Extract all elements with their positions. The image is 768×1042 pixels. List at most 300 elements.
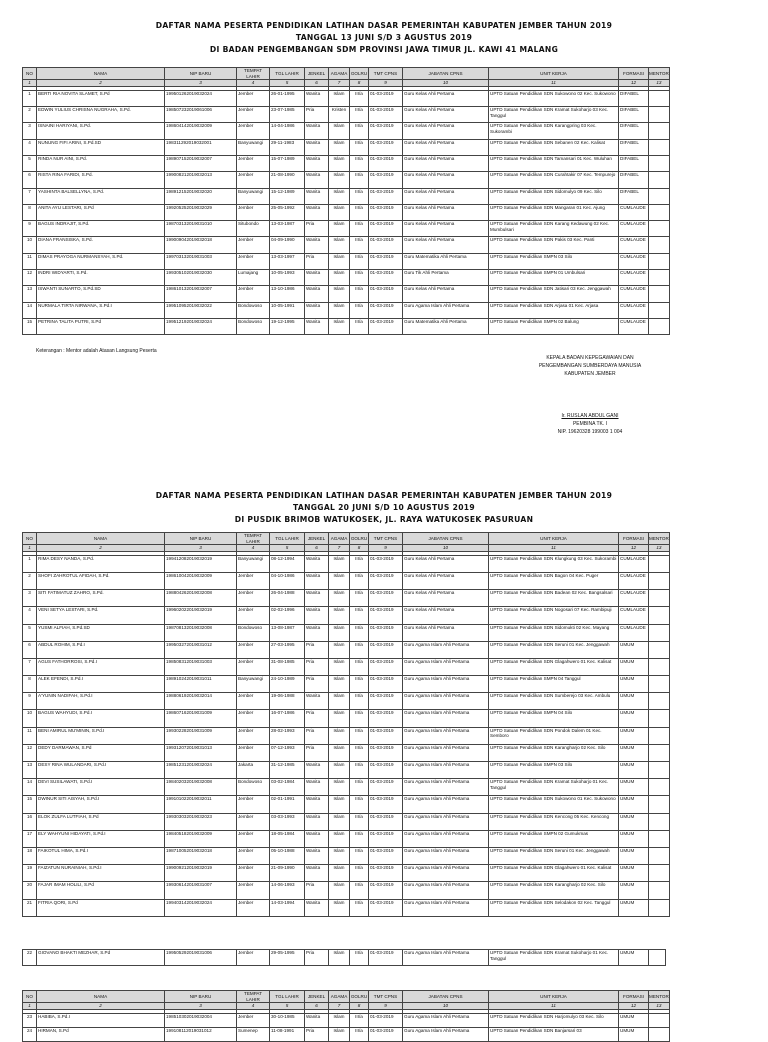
column-header: JENKEL: [305, 991, 329, 1003]
table-cell: 198610132019032007: [165, 286, 237, 302]
column-header: NO: [23, 991, 37, 1003]
table-cell: 199503272019031012: [165, 641, 237, 658]
table-cell: Islam: [329, 1013, 350, 1027]
table-cell: [649, 796, 670, 813]
table-row: [23, 172, 670, 188]
column-header: NO: [23, 533, 37, 545]
table-cell: 10: [23, 237, 37, 253]
table-cell: Wanita: [305, 865, 329, 882]
table-cell: UPTD Satuan Pendidikan SDN Harjomulyo 03 Kec. Silo: [489, 1013, 619, 1027]
table-cell: UPTD Satuan Pendidikan SMPN 03 Silo: [489, 253, 619, 269]
table-cell: Pria: [305, 744, 329, 761]
table-cell: 198507232019061006: [165, 107, 237, 123]
table-cell: III/a: [350, 762, 369, 779]
table-row: [23, 693, 670, 710]
table-cell: AGUS FATHORROSI, S.Pd.I: [37, 658, 165, 675]
table-cell: 198402032019032008: [165, 779, 237, 796]
table-cell: UPTD Satuan Pendidikan SDN Sidomukti 02 Kec. Mayang: [489, 624, 619, 641]
column-number: 3: [165, 545, 237, 552]
table-cell: ELOK ZULFA LUTFIAH, S.Pd: [37, 813, 165, 830]
table-cell: FAIKOTUL HIMA, S.Pd.I: [37, 847, 165, 864]
table-cell: 01-03-2019: [369, 813, 403, 830]
column-header: JABATAN CPNS: [403, 68, 489, 80]
table-cell: 13-10-1986: [270, 286, 305, 302]
column-header: NAMA: [37, 991, 165, 1003]
title-1-line-1: DAFTAR NAMA PESERTA PENDIDIKAN LATIHAN DASAR PEMERINTAH KABUPATEN JEMBER TAHUN 2019: [155, 21, 613, 30]
table-cell: III/a: [350, 237, 369, 253]
table-cell: UPTD Satuan Pendidikan SDN Tamansari 01 Kec. Wuluhan: [489, 155, 619, 171]
table-cell: [649, 710, 670, 727]
column-number: 7: [329, 1003, 350, 1010]
column-header: UNIT KERJA: [489, 68, 619, 80]
table-cell: 01-03-2019: [369, 641, 403, 658]
table-cell: Islam: [329, 676, 350, 693]
table-cell: 14: [23, 779, 37, 796]
table-cell: UPTD Satuan Pendidikan SDN Mangaran 01 Kec. Ajung: [489, 204, 619, 220]
table-cell: 18: [23, 847, 37, 864]
table-cell: Wanita: [305, 237, 329, 253]
table-cell: 198910242019031011: [165, 676, 237, 693]
table-cell: DEVI SUSILAWATI, S.Pd.I: [37, 779, 165, 796]
table-cell: 8: [23, 204, 37, 220]
table-cell: Jember: [237, 693, 270, 710]
table-cell: Jember: [237, 286, 270, 302]
table-cell: 02-01-1991: [270, 796, 305, 813]
table-cell: Islam: [329, 139, 350, 155]
table-row: [23, 727, 670, 744]
table-cell: 5: [23, 155, 37, 171]
table-cell: Guru Kelas Ahli Pertama: [403, 572, 489, 589]
column-header: TEMPAT LAHIR: [237, 533, 270, 545]
table-cell: 14-03-1994: [270, 899, 305, 916]
table-cell: UMUM: [619, 658, 649, 675]
table-cell: 24: [23, 1027, 37, 1041]
table-cell: Islam: [329, 727, 350, 744]
table-cell: III/a: [350, 693, 369, 710]
table-cell: 01-03-2019: [369, 123, 403, 139]
table-cell: III/a: [350, 572, 369, 589]
table-cell: UPTD Satuan Pendidikan SDN Klungkung 03 Kec. Sukorambi: [489, 555, 619, 572]
table-cell: Guru Agama Islam Ahli Pertama: [403, 762, 489, 779]
table-cell: Jember: [237, 710, 270, 727]
table-cell: Islam: [329, 796, 350, 813]
table-cell: [649, 813, 670, 830]
sig-name: Ir. RUSLAN ABDUL GANI: [561, 413, 619, 419]
table-cell: [649, 188, 670, 204]
table-cell: CUMLAUDE: [619, 270, 649, 286]
table-cell: [649, 607, 670, 624]
table-cell: ISNAINI HARIYANI, S.Pd.: [37, 123, 165, 139]
table-cell: [649, 624, 670, 641]
table-cell: 10-05-1993: [270, 270, 305, 286]
table-cell: [649, 123, 670, 139]
table-cell: Pria: [305, 950, 329, 966]
table-cell: 23: [23, 1013, 37, 1027]
table-cell: 01-03-2019: [369, 253, 403, 269]
table-row: [23, 710, 670, 727]
table-cell: [649, 155, 670, 171]
table-cell: NUNUNG FIFI ARINI, S.Pd.SD: [37, 139, 165, 155]
table-row: [23, 253, 670, 269]
table-cell: 6: [23, 641, 37, 658]
table-cell: Guru Kelas Ahli Pertama: [403, 172, 489, 188]
table-cell: 199305102019032030: [165, 270, 237, 286]
table-cell: Guru Agama Islam Ahli Pertama: [403, 950, 489, 966]
table-cell: Wanita: [305, 607, 329, 624]
table-cell: 04-09-1990: [270, 237, 305, 253]
table-cell: 01-03-2019: [369, 796, 403, 813]
table-cell: Guru Kelas Ahli Pertama: [403, 139, 489, 155]
table-cell: III/a: [350, 744, 369, 761]
table-cell: UMUM: [619, 693, 649, 710]
table-cell: VENI SETYA LESTARI, S.Pd.: [37, 607, 165, 624]
table-cell: FAJAR IMAM HOLILI, S.Pd: [37, 882, 165, 899]
table-cell: III/a: [350, 286, 369, 302]
table-cell: Jember: [237, 658, 270, 675]
column-number: 10: [403, 80, 489, 87]
table-cell: 199510952019032022: [165, 302, 237, 318]
table-cell: [649, 882, 670, 899]
table-cell: UPTD Satuan Pendidikan SDN Kramat Sukoharjo 01 Kec. Tanggul: [489, 950, 619, 966]
column-number: 9: [369, 1003, 403, 1010]
table-cell: UPTD Satuan Pendidikan SDN Karangharjo 02 Kec. Silo: [489, 882, 619, 899]
table-cell: Wanita: [305, 693, 329, 710]
table-cell: Wanita: [305, 1013, 329, 1027]
table-cell: Jember: [237, 572, 270, 589]
table-cell: CUMLAUDE: [619, 204, 649, 220]
table-cell: Islam: [329, 779, 350, 796]
column-header: GOLRU: [350, 991, 369, 1003]
title-2-line-2: TANGGAL 20 JUNI S/D 10 AGUSTUS 2019: [293, 503, 475, 512]
table-cell: DIFABEL: [619, 90, 649, 106]
table-row: [23, 188, 670, 204]
table-cell: 198907152019032007: [165, 155, 237, 171]
table-cell: Jember: [237, 796, 270, 813]
table-cell: 198804262019032008: [165, 590, 237, 607]
table-cell: 01-03-2019: [369, 555, 403, 572]
table-cell: CUMLAUDE: [619, 624, 649, 641]
table-cell: III/a: [350, 253, 369, 269]
table-cell: 12: [23, 270, 37, 286]
table-cell: UPTD Satuan Pendidikan SDN Seruni 01 Kec. Jenggawah: [489, 641, 619, 658]
column-header: NIP BARU: [165, 68, 237, 80]
table-cell: Bondowoso: [237, 302, 270, 318]
table-cell: [649, 1027, 670, 1041]
table-row: [23, 762, 670, 779]
table-cell: DEDY DARMAWAN, S.Pd: [37, 744, 165, 761]
table-cell: 199403142019032024: [165, 899, 237, 916]
table-cell: III/a: [350, 1013, 369, 1027]
table-cell: 4: [23, 139, 37, 155]
table-row: [23, 882, 670, 899]
table-cell: III/a: [350, 555, 369, 572]
table-cell: [649, 204, 670, 220]
table-cell: UMUM: [619, 847, 649, 864]
table-cell: 199101022019032011: [165, 796, 237, 813]
table-cell: Pria: [305, 727, 329, 744]
column-number: 8: [350, 80, 369, 87]
table-cell: Wanita: [305, 572, 329, 589]
table-cell: CUMLAUDE: [619, 253, 649, 269]
table-cell: Jember: [237, 253, 270, 269]
table-cell: Guru Kelas Ahli Pertama: [403, 123, 489, 139]
table-cell: III/a: [350, 188, 369, 204]
table-cell: Guru Kelas Ahli Pertama: [403, 624, 489, 641]
table-cell: 14: [23, 302, 37, 318]
table-row: [23, 237, 670, 253]
table-cell: 199008212019032013: [165, 172, 237, 188]
sig-nip: NIP. 19620328 199003 1 004: [557, 429, 623, 435]
table-cell: Guru Agama Islam Ahli Pertama: [403, 658, 489, 675]
table-cell: Wanita: [305, 318, 329, 334]
table-cell: BENI AMIRUL MU'MININ, S.Pd.I: [37, 727, 165, 744]
table-cell: UMUM: [619, 882, 649, 899]
table-cell: DIFABEL: [619, 107, 649, 123]
column-number: 4: [237, 545, 270, 552]
column-header: MENTOR: [649, 68, 670, 80]
table-cell: Islam: [329, 555, 350, 572]
table-cell: UPTD Satuan Pendidikan SDN Glagahwero 01 Kec. Kalisat: [489, 658, 619, 675]
table-cell: [649, 676, 670, 693]
table-row: [23, 139, 670, 155]
table-cell: Guru Kelas Ahli Pertama: [403, 188, 489, 204]
column-number: 8: [350, 545, 369, 552]
table-cell: 01-03-2019: [369, 658, 403, 675]
table-cell: Guru Agama Islam Ahli Pertama: [403, 813, 489, 830]
table-cell: UPTD Satuan Pendidikan SDN Kramat Sukoharjo 03 Kec. Tanggul: [489, 107, 619, 123]
column-number: 11: [489, 545, 619, 552]
table-row: [23, 744, 670, 761]
table-cell: Jember: [237, 237, 270, 253]
table-cell: 199602022019032019: [165, 607, 237, 624]
table-cell: 01-03-2019: [369, 590, 403, 607]
table-cell: Guru Agama Islam Ahli Pertama: [403, 641, 489, 658]
table-cell: Wanita: [305, 762, 329, 779]
table-cell: Jember: [237, 90, 270, 106]
table-cell: Jember: [237, 847, 270, 864]
table-cell: 11-08-1991: [270, 1027, 305, 1041]
table-cell: [649, 762, 670, 779]
table-cell: 198703132019031010: [165, 221, 237, 237]
table-cell: Wanita: [305, 830, 329, 847]
table-cell: [649, 830, 670, 847]
table-cell: DIFABEL: [619, 188, 649, 204]
table-cell: 19-06-1988: [270, 693, 305, 710]
table-cell: 4: [23, 607, 37, 624]
table-cell: 13: [23, 286, 37, 302]
table-cell: [649, 899, 670, 916]
table-cell: [649, 744, 670, 761]
table-cell: DWINUR SITI AISYAH, S.Pd.I: [37, 796, 165, 813]
participant-table-1: [22, 67, 670, 335]
table-cell: III/a: [350, 624, 369, 641]
table-cell: Wanita: [305, 899, 329, 916]
table-cell: Islam: [329, 572, 350, 589]
column-header: GOLRU: [350, 68, 369, 80]
table-cell: HIRMAN, S.Pd: [37, 1027, 165, 1041]
table-cell: Islam: [329, 155, 350, 171]
table-cell: 01-03-2019: [369, 188, 403, 204]
table-cell: III/a: [350, 727, 369, 744]
table-cell: 11: [23, 727, 37, 744]
table-cell: UMUM: [619, 899, 649, 916]
table-row: [23, 204, 670, 220]
table-cell: Kristen: [329, 107, 350, 123]
table-row: [23, 302, 670, 318]
table-cell: Islam: [329, 641, 350, 658]
table-cell: 01-03-2019: [369, 676, 403, 693]
table-cell: Jember: [237, 950, 270, 966]
table-cell: 10-05-1991: [270, 302, 305, 318]
column-header: MENTOR: [649, 533, 670, 545]
table-cell: 01-03-2019: [369, 779, 403, 796]
column-header: MENTOR: [649, 991, 670, 1003]
table-cell: Banyuwangi: [237, 139, 270, 155]
table-cell: 28-02-1993: [270, 727, 305, 744]
table-cell: DIFABEL: [619, 139, 649, 155]
table-cell: 21: [23, 899, 37, 916]
table-row: [23, 796, 670, 813]
table-cell: [649, 572, 670, 589]
table-cell: UMUM: [619, 676, 649, 693]
table-row: [23, 1027, 670, 1041]
table-cell: 22: [23, 950, 37, 966]
column-number: 12: [619, 545, 649, 552]
table-cell: Islam: [329, 762, 350, 779]
column-number: 5: [270, 545, 305, 552]
table-cell: CUMLAUDE: [619, 221, 649, 237]
table-cell: 14-06-1993: [270, 882, 305, 899]
table-cell: Pria: [305, 221, 329, 237]
table-row: [23, 676, 670, 693]
table-cell: RINDA NUR AINI, S.Pd.: [37, 155, 165, 171]
column-number: 12: [619, 80, 649, 87]
table-cell: III/a: [350, 155, 369, 171]
table-cell: III/a: [350, 607, 369, 624]
table-cell: III/a: [350, 1027, 369, 1041]
table-cell: Wanita: [305, 188, 329, 204]
table-cell: Guru Kelas Ahli Pertama: [403, 237, 489, 253]
table-cell: Wanita: [305, 847, 329, 864]
table-cell: Islam: [329, 813, 350, 830]
table-cell: DIFABEL: [619, 123, 649, 139]
column-header: NIP BARU: [165, 991, 237, 1003]
table-cell: Bondowoso: [237, 318, 270, 334]
table-cell: Islam: [329, 847, 350, 864]
table-cell: UMUM: [619, 950, 649, 966]
table-cell: Guru Agama Islam Ahli Pertama: [403, 796, 489, 813]
column-number: 5: [270, 80, 305, 87]
table-cell: UPTD Satuan Pendidikan SDN Sukowono 02 Kec. Sukowono: [489, 90, 619, 106]
table-cell: Wanita: [305, 302, 329, 318]
column-header: FORMASI: [619, 991, 649, 1003]
table-cell: III/a: [350, 676, 369, 693]
table-cell: Guru Kelas Ahli Pertama: [403, 107, 489, 123]
signature-block: [480, 354, 700, 436]
table-cell: DIFABEL: [619, 155, 649, 171]
table-cell: III/a: [350, 813, 369, 830]
table-cell: [649, 1013, 670, 1027]
table-cell: 01-03-2019: [369, 607, 403, 624]
table-cell: Islam: [329, 302, 350, 318]
title-2-line-1: DAFTAR NAMA PESERTA PENDIDIKAN LATIHAN DASAR PEMERINTAH KABUPATEN JEMBER TAHUN 2019: [155, 491, 613, 500]
table-cell: FITRIA QORI, S.Pd: [37, 899, 165, 916]
table-cell: 19: [23, 865, 37, 882]
table-cell: UMUM: [619, 830, 649, 847]
column-header: JENKEL: [305, 68, 329, 80]
table-cell: UPTD Satuan Pendidikan SDN Sidomulyo 09 Kec. Silo: [489, 188, 619, 204]
table-cell: 198512312019032024: [165, 762, 237, 779]
table-cell: 03-03-1993: [270, 813, 305, 830]
table-cell: Islam: [329, 221, 350, 237]
participant-table-4: [22, 990, 670, 1042]
table-cell: 23-07-1985: [270, 107, 305, 123]
table-cell: YUSMI ALFIAH, S.Pd.SD: [37, 624, 165, 641]
table-cell: BAGUS WAHYUDI, S.Pd.I: [37, 710, 165, 727]
table-cell: Wanita: [305, 590, 329, 607]
table-cell: Guru Agama Islam Ahli Pertama: [403, 676, 489, 693]
table-cell: Jember: [237, 107, 270, 123]
table-cell: Islam: [329, 830, 350, 847]
table-cell: UPTD Satuan Pendidikan SDN Nogosari 07 Kec. Rambipuji: [489, 607, 619, 624]
table-cell: Situbondo: [237, 221, 270, 237]
table-cell: Guru Agama Islam Ahli Pertama: [403, 847, 489, 864]
table-cell: Wanita: [305, 139, 329, 155]
table-cell: [649, 693, 670, 710]
table-cell: 10: [23, 710, 37, 727]
table-cell: CUMLAUDE: [619, 237, 649, 253]
table-cell: Jember: [237, 1013, 270, 1027]
table-cell: [649, 641, 670, 658]
table-cell: 9: [23, 693, 37, 710]
table-cell: Wanita: [305, 172, 329, 188]
table-cell: Guru Agama Islam Ahli Pertama: [403, 693, 489, 710]
table-cell: 13: [23, 762, 37, 779]
table-cell: 01-03-2019: [369, 270, 403, 286]
column-number: 2: [37, 1003, 165, 1010]
table-row: [23, 950, 666, 966]
table-cell: 29-11-1983: [270, 139, 305, 155]
table-row: [23, 847, 670, 864]
sig-rank: PEMBINA TK. I: [572, 421, 608, 427]
table-cell: Pria: [305, 658, 329, 675]
column-number: 8: [350, 1003, 369, 1010]
table-cell: [649, 286, 670, 302]
table-cell: FAIZATUN NURAINIAH, S.Pd.I: [37, 865, 165, 882]
table-cell: 31-12-1985: [270, 762, 305, 779]
table-cell: BERTI RIA NOVITA SLAMET, S.Pd: [37, 90, 165, 106]
table-cell: Islam: [329, 865, 350, 882]
table-cell: III/a: [350, 658, 369, 675]
table-cell: 01-03-2019: [369, 710, 403, 727]
table-cell: UMUM: [619, 865, 649, 882]
table-cell: HABIBA, S.Pd.I: [37, 1013, 165, 1027]
table-cell: III/a: [350, 830, 369, 847]
table-cell: 198806192019032014: [165, 693, 237, 710]
table-cell: 27-03-1995: [270, 641, 305, 658]
table-cell: 01-03-2019: [369, 204, 403, 220]
table-cell: SHOFI ZAHROTUL AFIDAH, S.Pd.: [37, 572, 165, 589]
table-cell: 07-12-1993: [270, 744, 305, 761]
column-header: NIP BARU: [165, 533, 237, 545]
table-cell: INDRI WIDYARTI, S.Pd.: [37, 270, 165, 286]
table-cell: 199312072019031013: [165, 744, 237, 761]
column-number: 3: [165, 80, 237, 87]
table-cell: Guru Agama Islam Ahli Pertama: [403, 302, 489, 318]
table-cell: CUMLAUDE: [619, 302, 649, 318]
table-cell: Guru Kelas Ahli Pertama: [403, 90, 489, 106]
table-cell: Jember: [237, 590, 270, 607]
